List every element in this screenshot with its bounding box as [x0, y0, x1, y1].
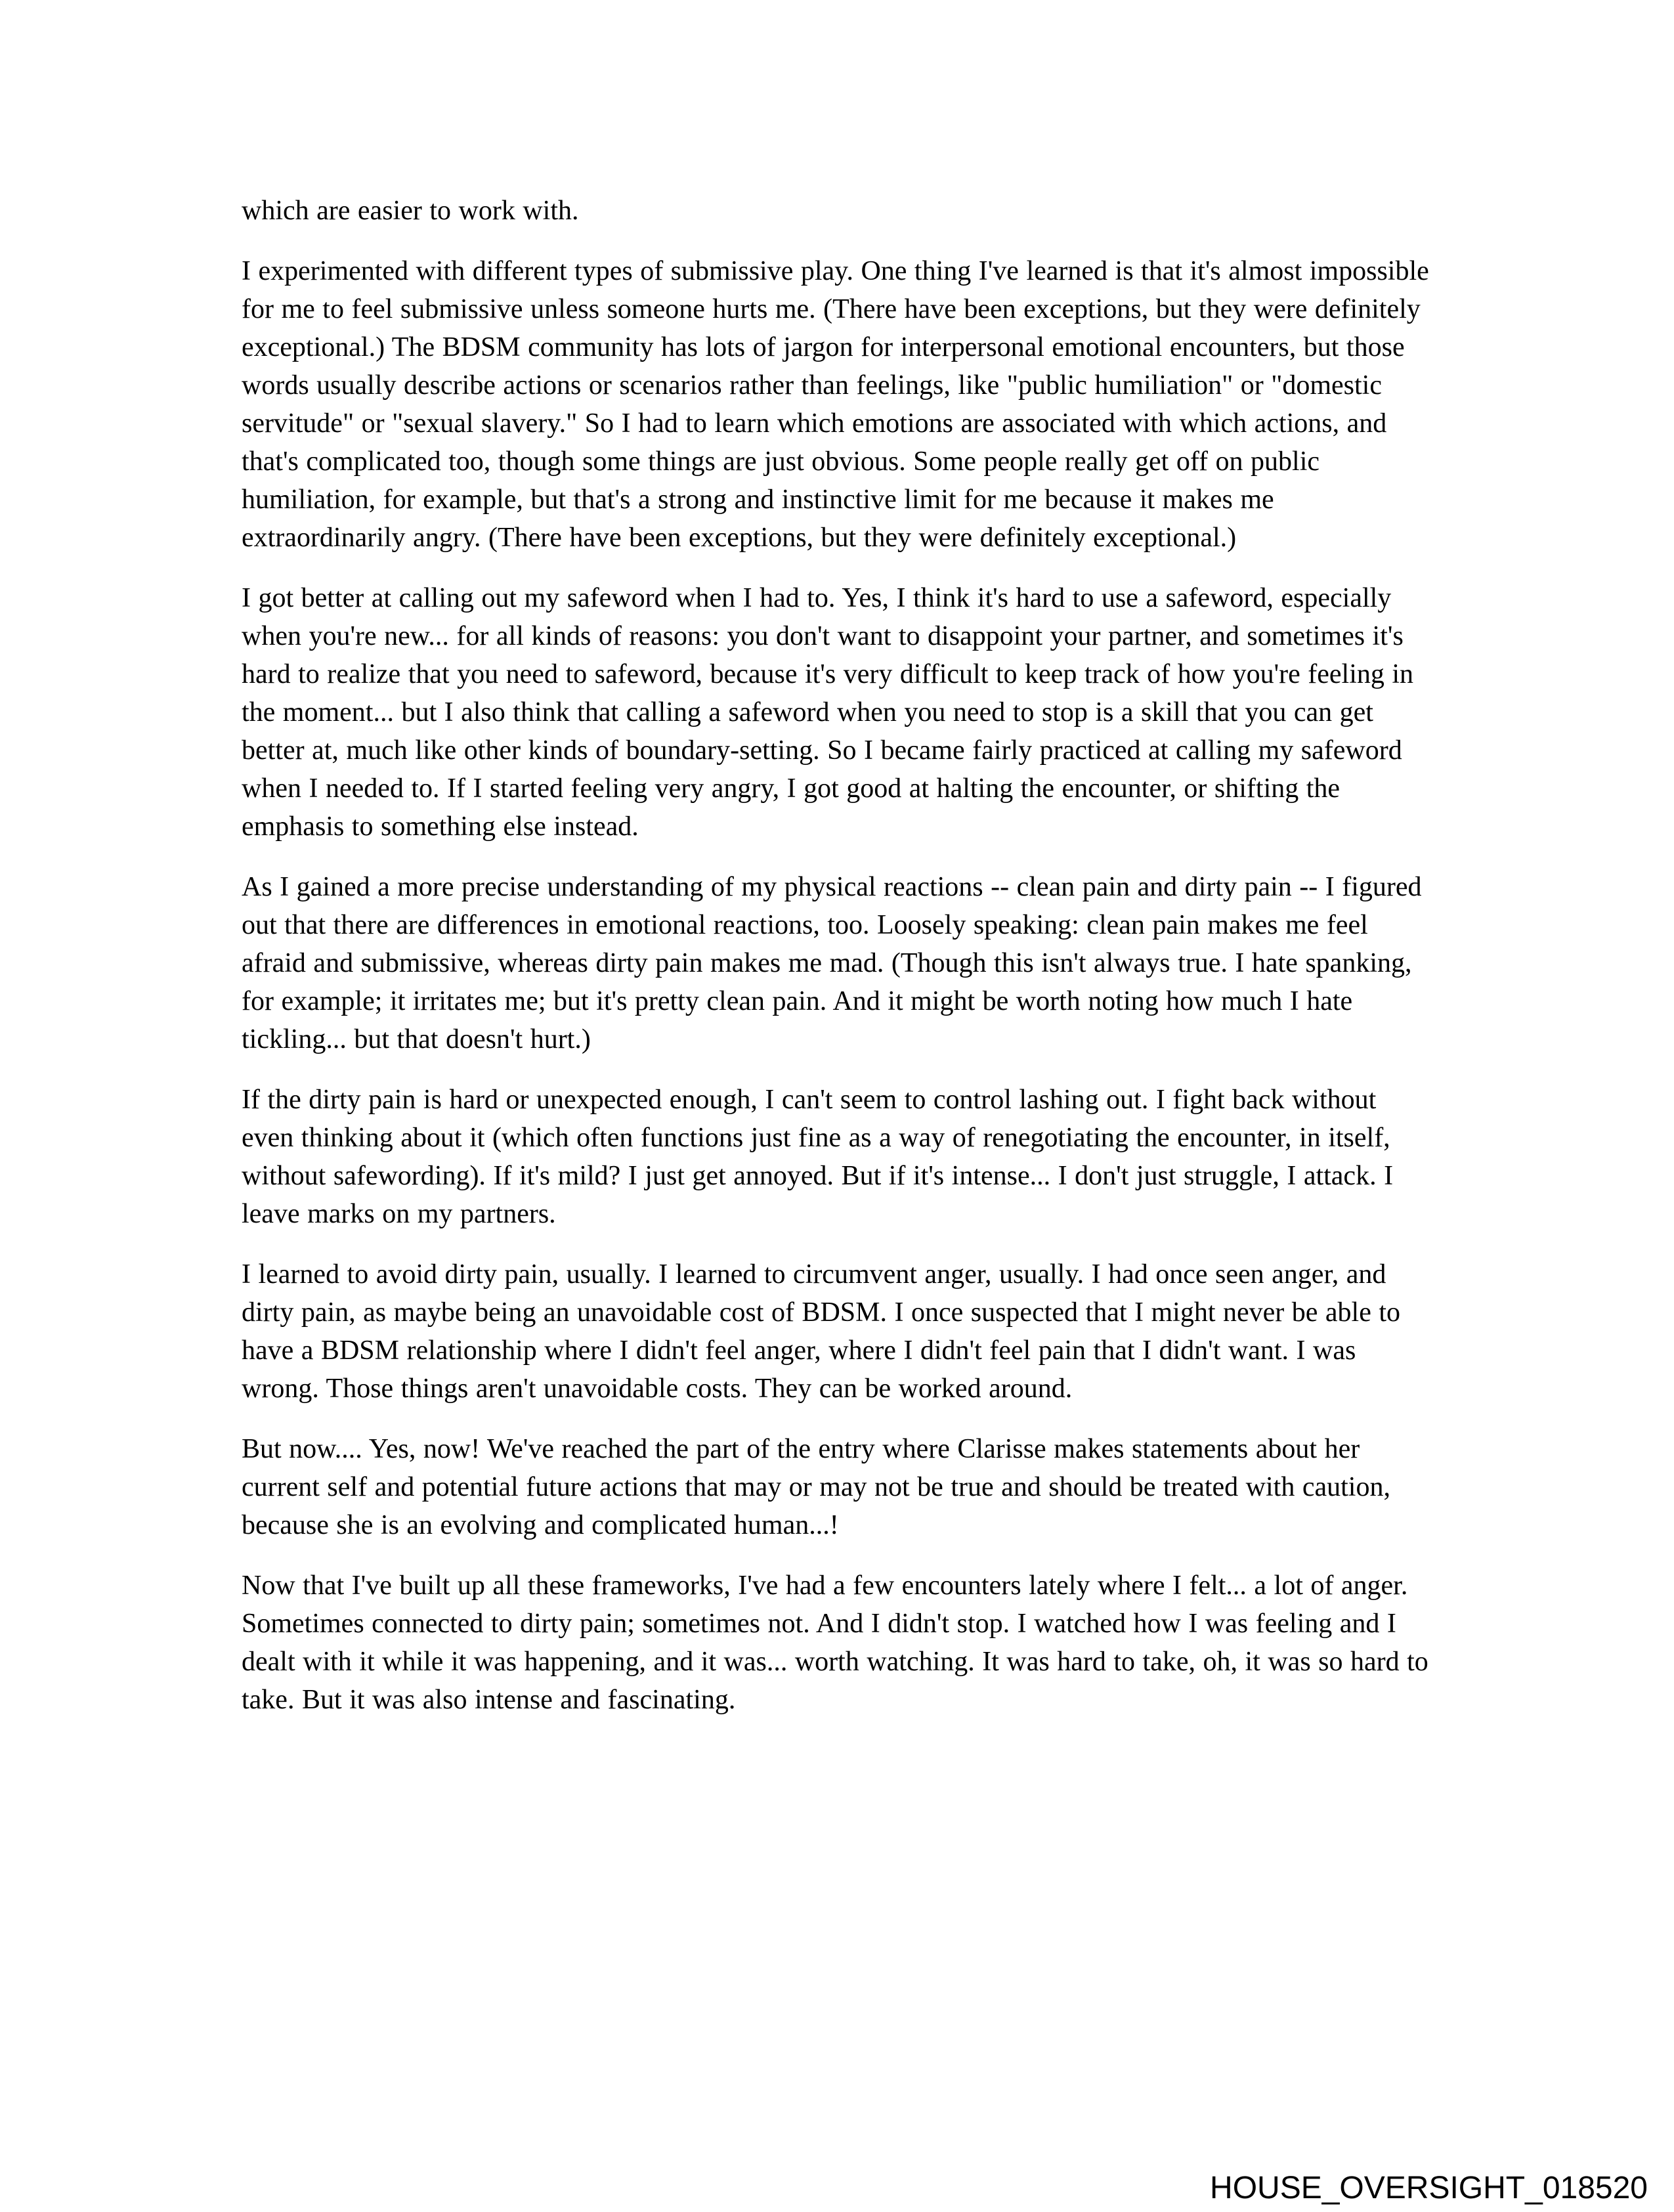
body-paragraph-3: I got better at calling out my safeword when I had to. Yes, I think it's hard to use a safeword, especially when you're new... for all kinds of reasons: you don't want to disappoint your partner, and sometimes it's hard to realize that you need to safeword, because it's very difficult to keep track of how you're feeling in the moment... but I also think that calling a safeword when you need to stop is a skill that you can get better at, much like other kinds of boundary-setting. So I became fairly practiced at calling my safeword when I needed to. If I started feeling very angry, I got good at halting the encounter, or shifting the emphasis to something else instead. — [242, 583, 1414, 842]
body-paragraph-4: As I gained a more precise understanding of my physical reactions -- clean pain and dirty pain -- I figured out that there are differences in emotional reactions, too. Loosely speaking: clean pain makes me feel afraid and submissive, whereas dirty pain makes me mad. (Though this isn't always true. I hate spanking, for example; it irritates me; but it's pretty clean pain. And it might be worth noting how much I hate tickling... but that doesn't hurt.) — [242, 872, 1422, 1054]
body-paragraph-5: If the dirty pain is hard or unexpected enough, I can't seem to control lashing out. I fight back without even thinking about it (which often functions just fine as a way of renegotiating the encounter, in itself, without safewording). If it's mild? I just get annoyed. But if it's intense... I don't just struggle, I attack. I leave marks on my partners. — [242, 1085, 1394, 1229]
body-paragraph-1: which are easier to work with. — [242, 196, 579, 226]
body-paragraph-7: But now.... Yes, now! We've reached the part of the entry where Clarisse makes statements about her current self and potential future actions that may or may not be true and should be treated with caution, because she is an evolving and complicated human...! — [242, 1434, 1390, 1540]
body-paragraph-6: I learned to avoid dirty pain, usually. I learned to circumvent anger, usually. I had once seen anger, and dirty pain, as maybe being an unavoidable cost of BDSM. I once suspected that I might never be able to have a BDSM relationship where I didn't feel anger, where I didn't feel pain that I didn't want. I was wrong. Those things aren't unavoidable costs. They can be worked around. — [242, 1259, 1401, 1404]
body-paragraph-8: Now that I've built up all these frameworks, I've had a few encounters lately where I felt... a lot of anger. Sometimes connected to dirty pain; sometimes not. And I didn't stop. I watched how I was feeling and I dealt with it while it was happening, and it was... worth watching. It was hard to take, oh, it was so hard to take. But it was also intense and fascinating. — [242, 1571, 1428, 1715]
document-text-block — [242, 192, 1433, 1741]
bates-number-stamp: HOUSE_OVERSIGHT_018520 — [1210, 2171, 1648, 2205]
body-paragraph-2: I experimented with different types of submissive play. One thing I've learned is that it's almost impossible for me to feel submissive unless someone hurts me. (There have been exceptions, but they were definitely exceptional.) The BDSM community has lots of jargon for interpersonal emotional encounters, but those words usually describe actions or scenarios rather than feelings, like "public humiliation" or "domestic servitude" or "sexual slavery." So I had to learn which emotions are associated with which actions, and that's complicated too, though some things are just obvious. Some people really get off on public humiliation, for example, but that's a strong and instinctive limit for me because it makes me extraordinarily angry. (There have been exceptions, but they were definitely exceptional.) — [242, 256, 1429, 553]
